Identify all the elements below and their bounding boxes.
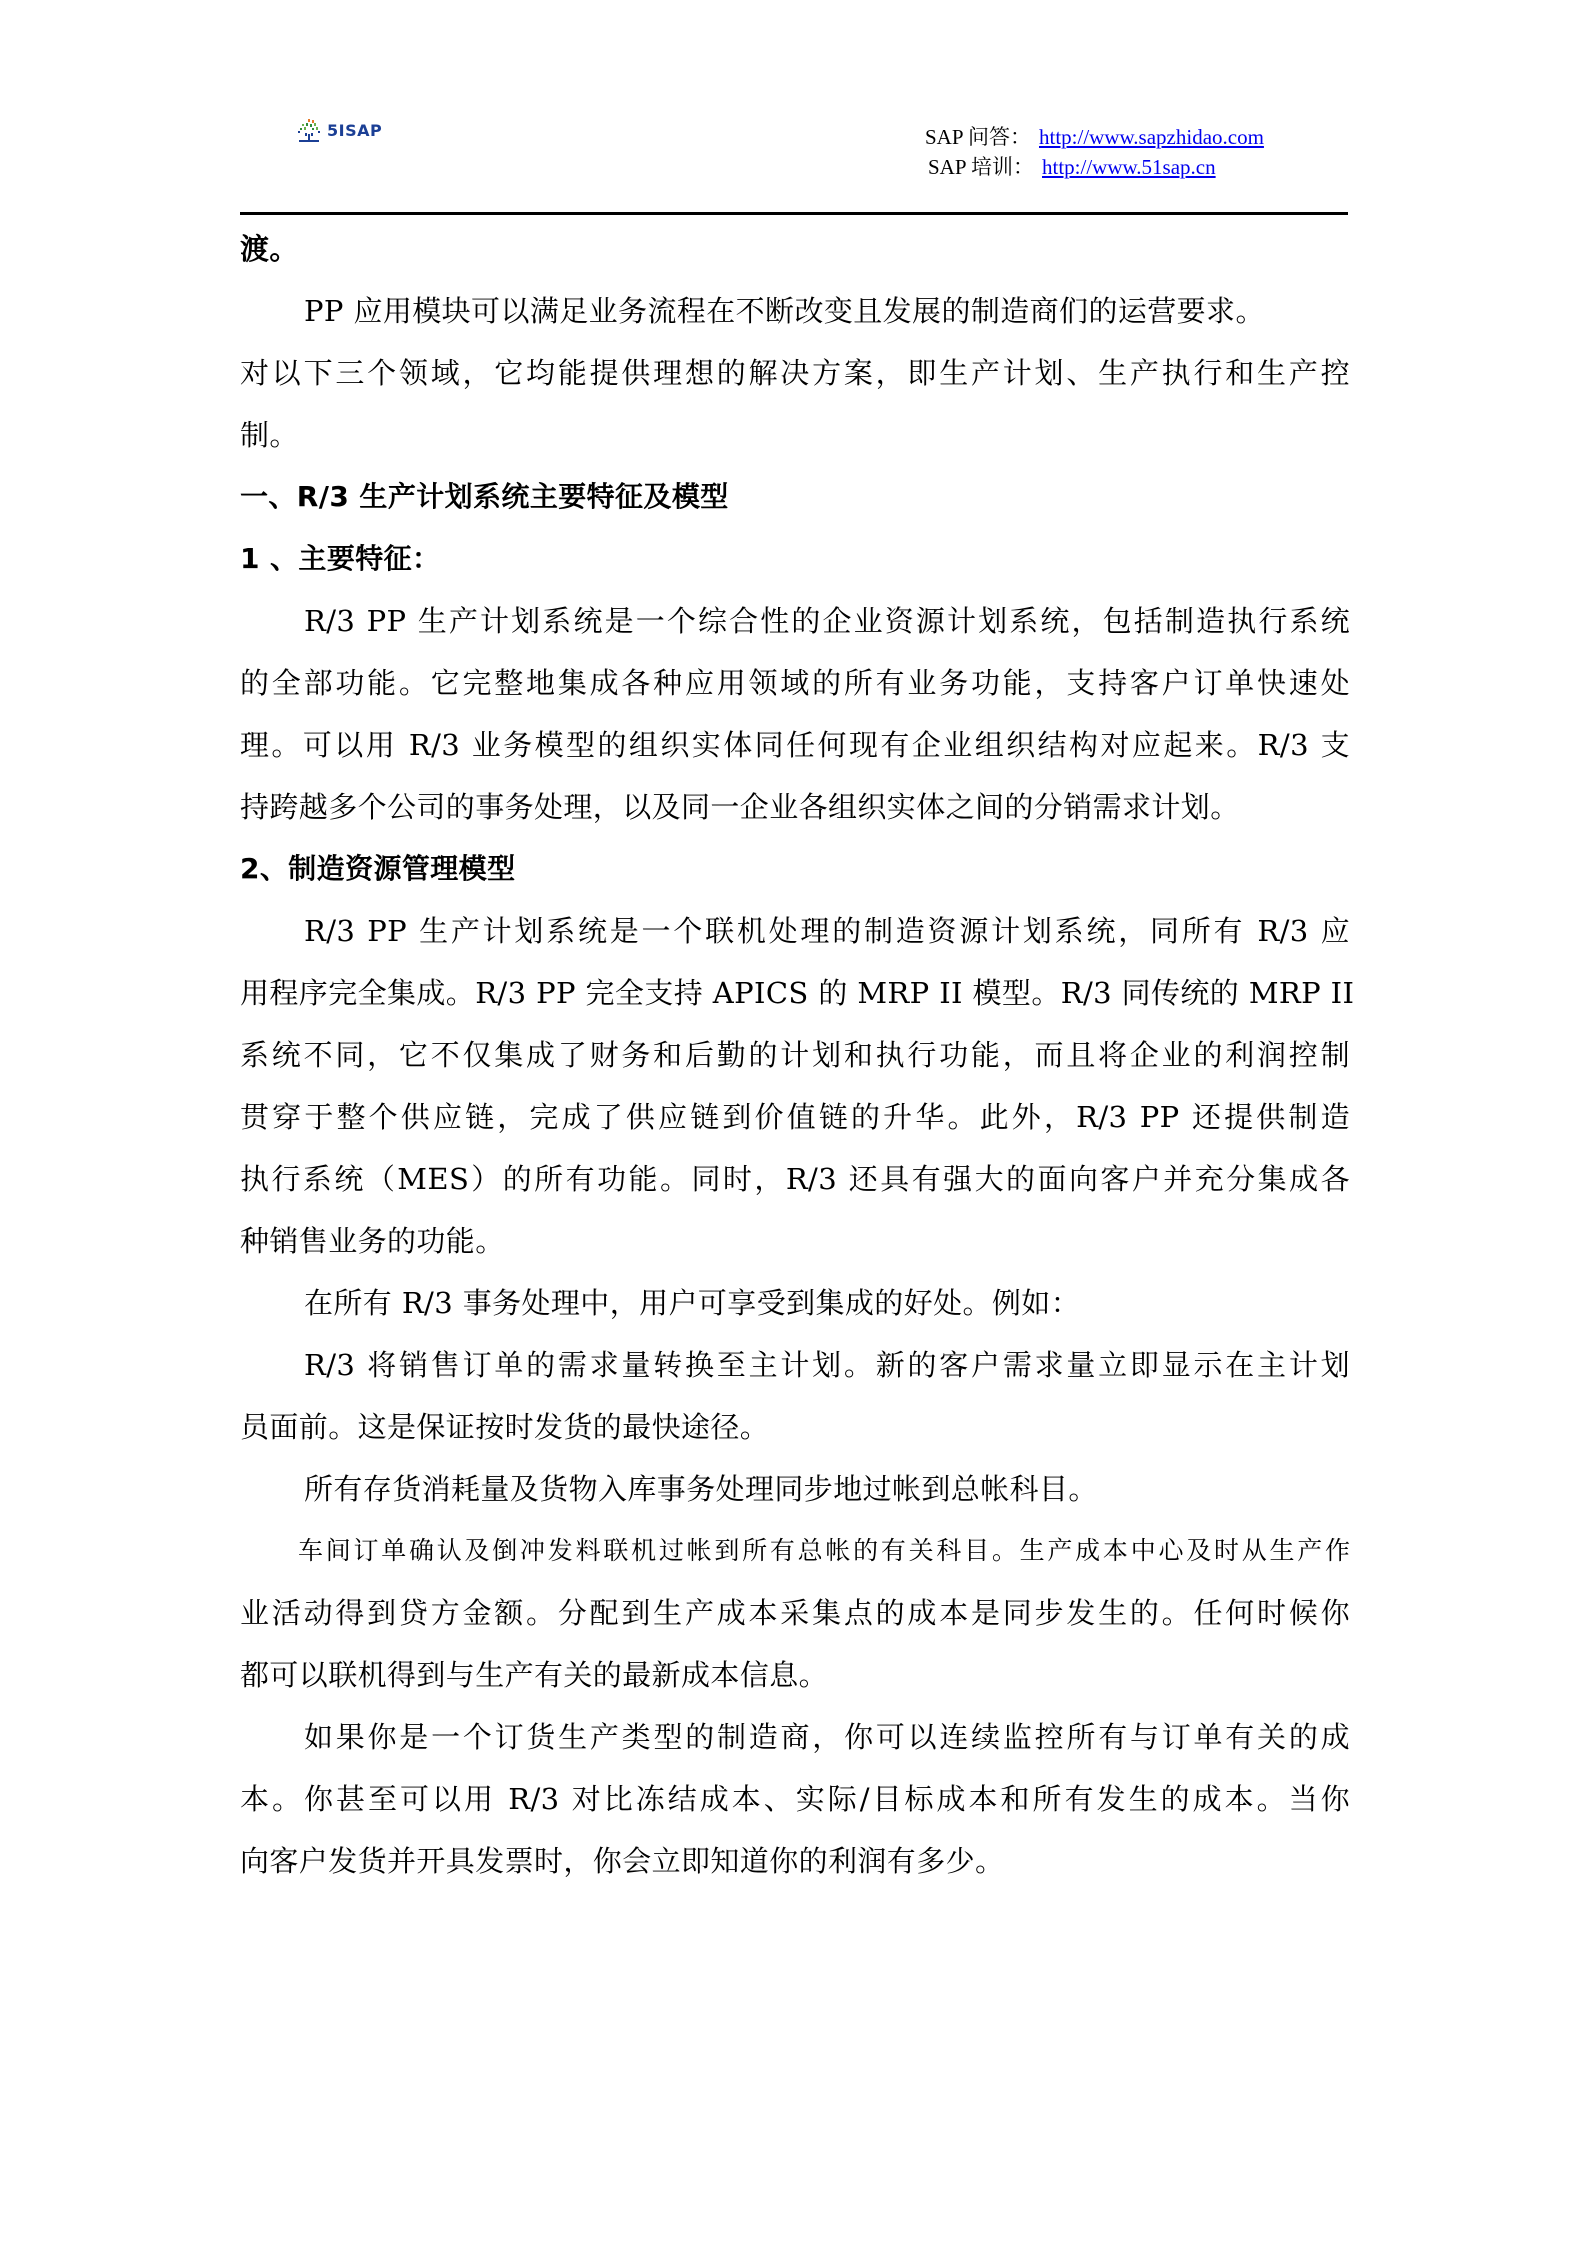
text-line: 执行系统（MES）的所有功能。同时，R/3 还具有强大的面向客户并充分集成各 xyxy=(240,1162,1350,1196)
training-label: SAP 培训： xyxy=(928,155,1034,179)
text-line: 所有存货消耗量及货物入库事务处理同步地过帐到总帐科目。 xyxy=(304,1472,1098,1506)
text-line: R/3 PP 生产计划系统是一个综合性的企业资源计划系统，包括制造执行系统 xyxy=(304,604,1350,638)
document-body xyxy=(240,218,1355,1892)
text-line: 员面前。这是保证按时发货的最快途径。 xyxy=(240,1410,770,1444)
text-line: 都可以联机得到与生产有关的最新成本信息。 xyxy=(240,1658,829,1692)
text-line: 理。可以用 R/3 业务模型的组织实体同任何现有企业组织结构对应起来。R/3 支 xyxy=(240,728,1350,762)
text-line: PP 应用模块可以满足业务流程在不断改变且发展的制造商们的运营要求。 xyxy=(304,294,1265,328)
text-line: 本。你甚至可以用 R/3 对比冻结成本、实际/目标成本和所有发生的成本。当你 xyxy=(240,1782,1350,1816)
header-links xyxy=(925,122,1264,182)
text-line: 在所有 R/3 事务处理中，用户可享受到集成的好处。例如： xyxy=(304,1286,1081,1320)
training-link[interactable]: http://www.51sap.cn xyxy=(1042,155,1216,179)
text-line: 车间订单确认及倒冲发料联机过帐到所有总帐的有关科目。生产成本中心及时从生产作 xyxy=(298,1536,1350,1565)
text-line: 用程序完全集成。R/3 PP 完全支持 APICS 的 MRP II 模型。R/3 同传统的 MRP II xyxy=(240,976,1355,1010)
text-line: 的全部功能。它完整地集成各种应用领域的所有业务功能，支持客户订单快速处 xyxy=(240,666,1350,700)
qa-link-row xyxy=(925,122,1264,152)
text-line: 贯穿于整个供应链，完成了供应链到价值链的升华。此外，R/3 PP 还提供制造 xyxy=(240,1100,1350,1134)
logo xyxy=(297,119,382,143)
section-heading: 一、R/3 生产计划系统主要特征及模型 xyxy=(240,480,729,513)
qa-label: SAP 问答： xyxy=(925,125,1031,149)
text-line: 持跨越多个公司的事务处理，以及同一企业各组织实体之间的分销需求计划。 xyxy=(240,790,1240,824)
text-line: 种销售业务的功能。 xyxy=(240,1224,505,1258)
text-line: 如果你是一个订货生产类型的制造商，你可以连续监控所有与订单有关的成 xyxy=(304,1720,1350,1754)
text-line: R/3 将销售订单的需求量转换至主计划。新的客户需求量立即显示在主计划 xyxy=(304,1348,1350,1382)
text-line: 制。 xyxy=(240,418,299,452)
text-line: 系统不同，它不仅集成了财务和后勤的计划和执行功能，而且将企业的利润控制 xyxy=(240,1038,1350,1072)
logo-text: 5ISAP xyxy=(327,121,383,140)
training-link-row xyxy=(925,152,1264,182)
text-line: 对以下三个领域，它均能提供理想的解决方案，即生产计划、生产执行和生产控 xyxy=(240,356,1350,390)
page-header xyxy=(0,0,1587,220)
text-line: R/3 PP 生产计划系统是一个联机处理的制造资源计划系统，同所有 R/3 应 xyxy=(304,914,1350,948)
subsection-heading: 1 、主要特征： xyxy=(240,542,441,575)
header-divider xyxy=(240,212,1348,215)
qa-link[interactable]: http://www.sapzhidao.com xyxy=(1039,125,1264,149)
subsection-heading: 2、制造资源管理模型 xyxy=(240,852,516,885)
text-line: 向客户发货并开具发票时，你会立即知道你的利润有多少。 xyxy=(240,1844,1005,1878)
text-line: 业活动得到贷方金额。分配到生产成本采集点的成本是同步发生的。任何时候你 xyxy=(240,1596,1350,1630)
tree-logo-icon xyxy=(297,119,323,143)
text-line: 渡。 xyxy=(240,232,299,266)
